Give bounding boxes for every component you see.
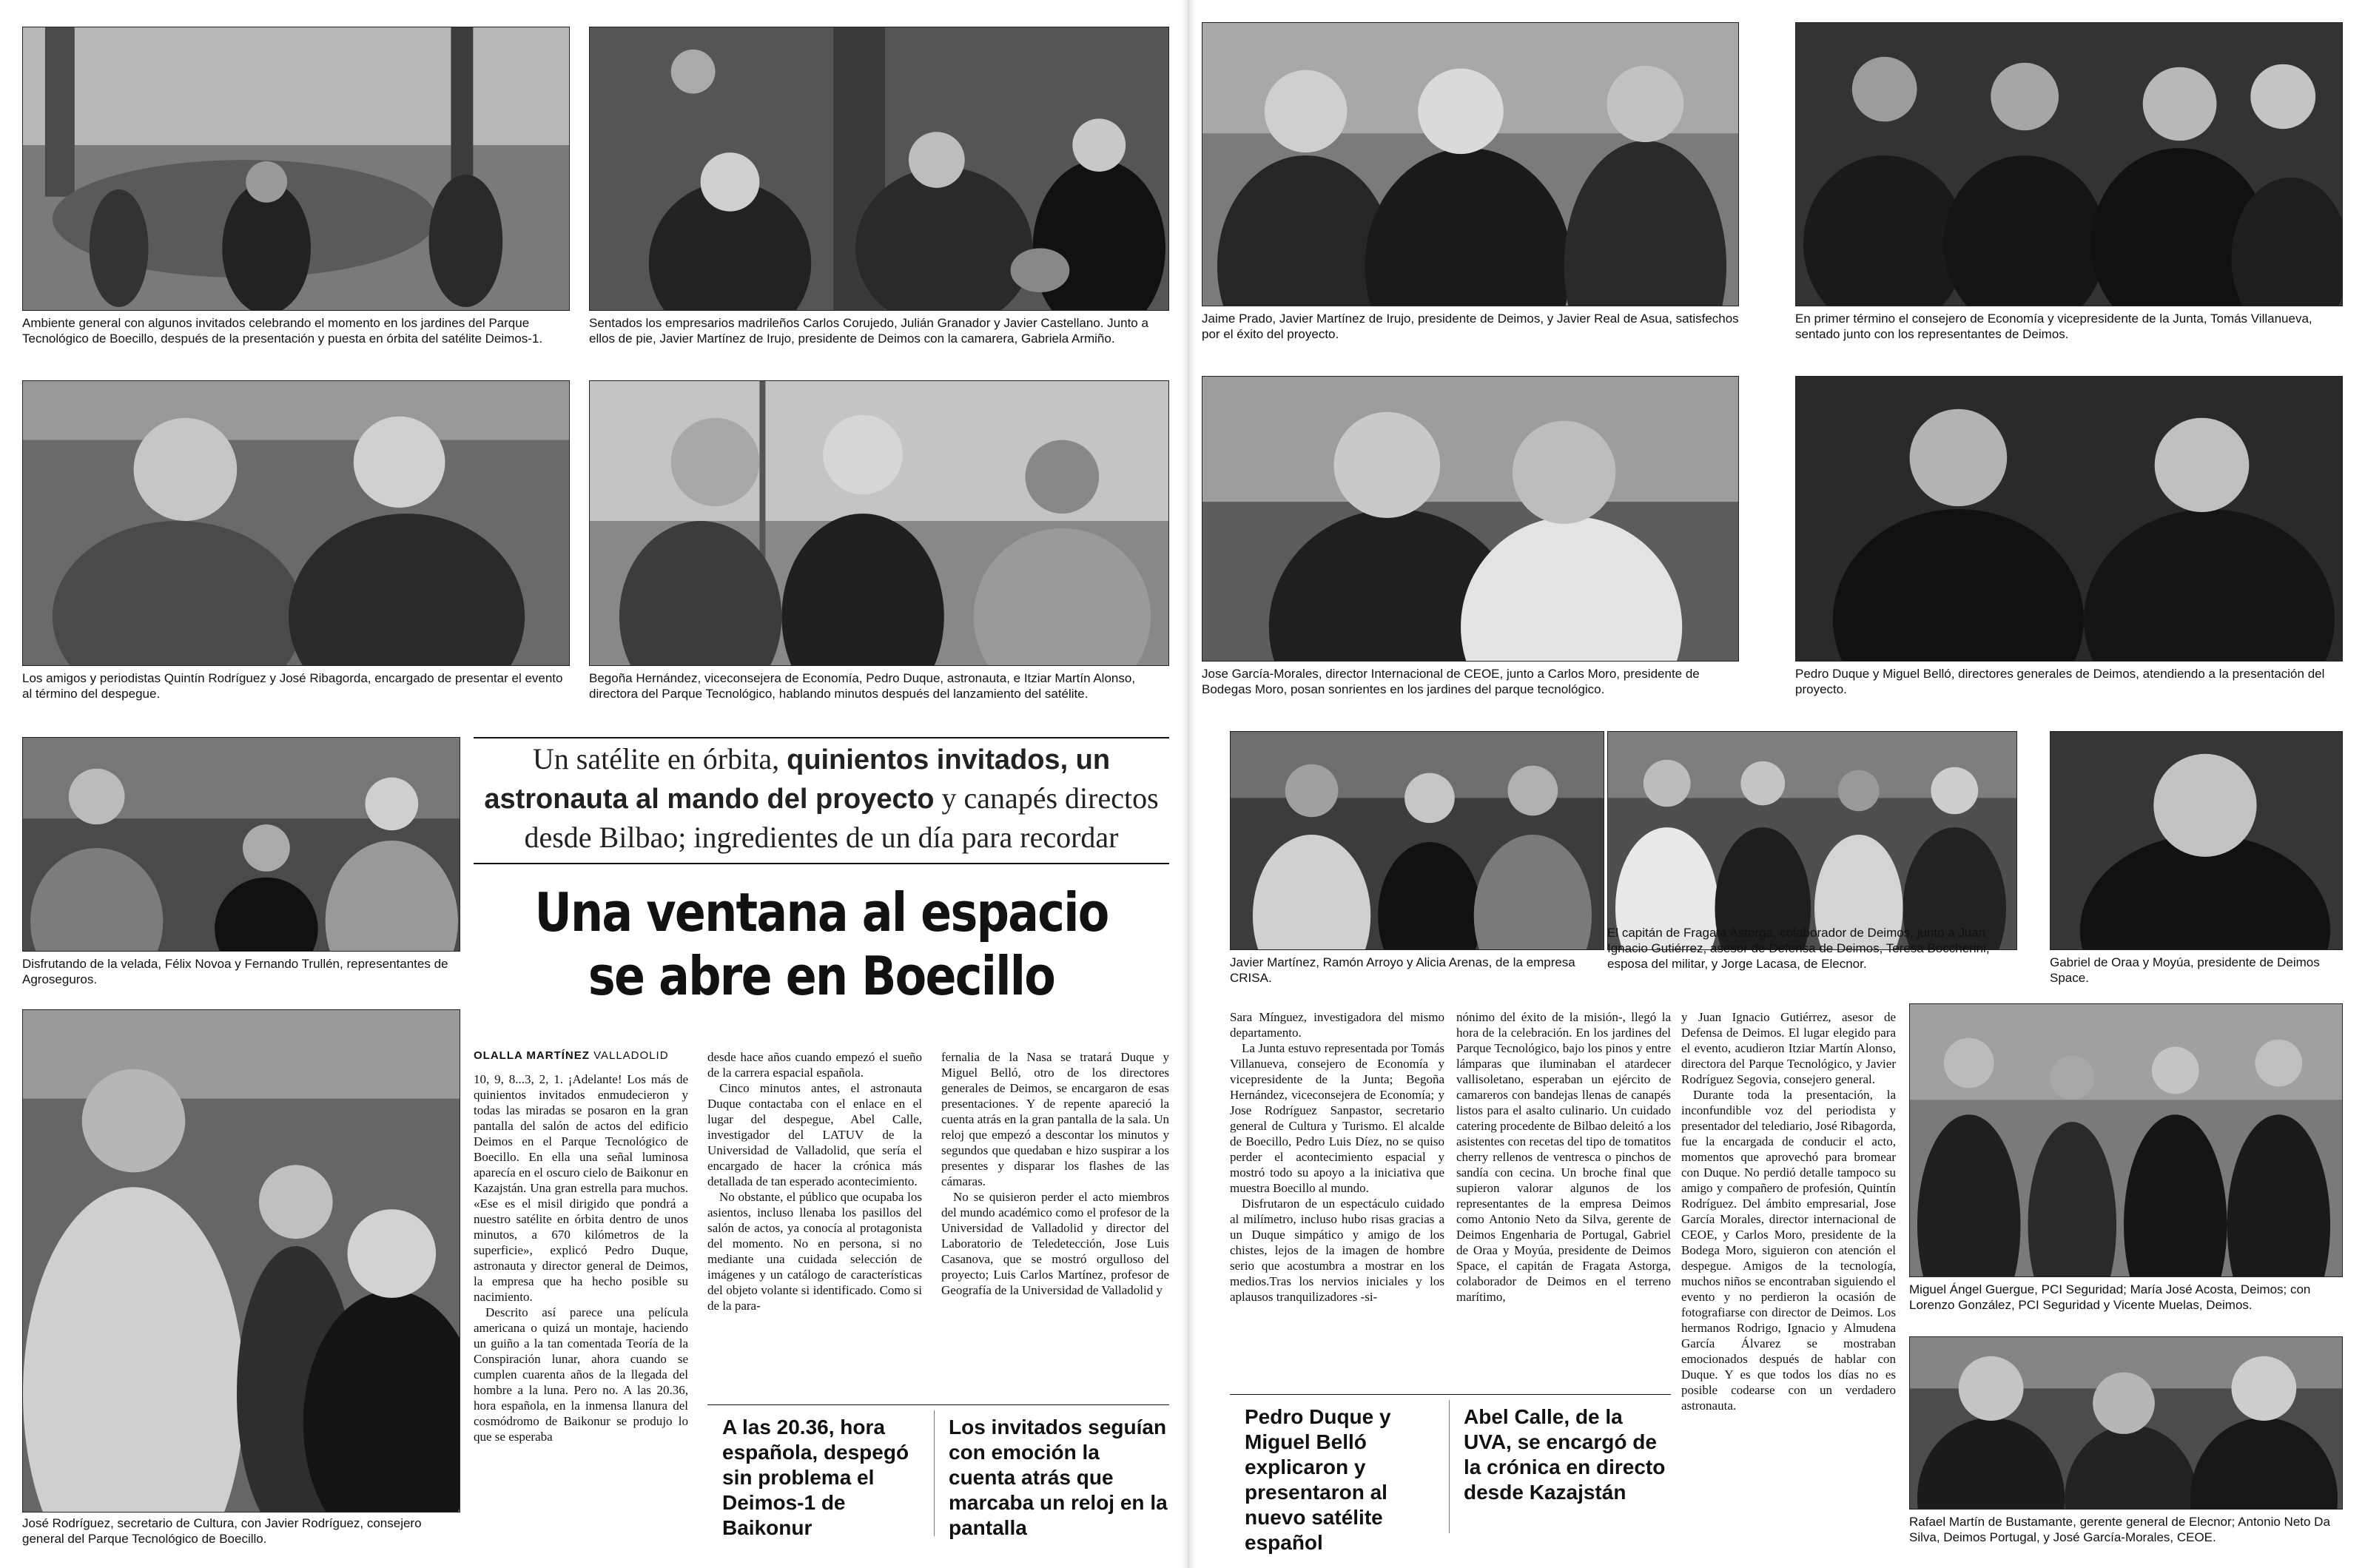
photo-duque-bello xyxy=(1795,376,2343,662)
paragraph: La Junta estuvo representada por Tomás Villanueva, consejero de Economía y vicepresidente de la Junta; Begoña Hernández, viceconsejera de Economía; y Jose Rodríguez Sanpastor, secretario general de Cultura y Turismo. El alcalde de Boecillo, Pedro Luis Díez, no se quiso perder el acontecimiento espacial y mostró todo su apoyo a la iniciativa que muestra Boecillo al mundo. xyxy=(1230,1041,1444,1195)
caption-bustamante-neto-garcia: Rafael Martín de Bustamante, gerente general de Elecnor; Antonio Neto Da Silva, Deimos Portugal, y José García-Morales, CEOE. xyxy=(1909,1515,2330,1544)
photo-hernandez-duque-martin xyxy=(589,380,1169,666)
article-column-6 xyxy=(1681,1009,1896,1413)
paragraph: Descrito así parece una película americana o quizá un montaje, haciendo un guiño a la tan comentada Teoría de la Conspiración lunar, ahora cuando se cumplen cuarenta años de la llegada del hombre a la luna. Pero no. A las 20.36, hora española, en la inmensa llanura del cosmódromo de Baikonur se produjo lo que se esperaba xyxy=(474,1305,688,1444)
subhead-bold: astronauta al mando del proyecto xyxy=(484,784,935,815)
paragraph: desde hace años cuando empezó el sueño de la carrera espacial española. xyxy=(707,1050,922,1080)
pullquote-divider xyxy=(934,1410,935,1536)
headline xyxy=(522,881,1120,1008)
pullquote-1: A las 20.36, hora española, despegó sin problema el Deimos-1 de Baikonur xyxy=(722,1416,909,1539)
paragraph: nónimo del éxito de la misión-, llegó la hora de la celebración. En los jardines del Parque Tecnológico, bajo los pinos y entre lámparas que iluminaban el atardecer vallisoletano, esperaban un ejército de camareros con bandejas llenas de canapés listos para el asalto culinario. Un cuidado catering procedente de Bilbao deleitó a los asistentes con recetas del tipo de tomatitos cherry rellenos de ventresca o pinchos de sandía con cecina. Un broche final que supieron valorar algunos de los representantes de la empresa Deimos como Antonio Neto da Silva, gerente de Deimos Engenharia de Portugal, Gabriel de Oraa y Moyúa, presidente de Deimos Space, el capitán de Fragata Astorga, colaborador de Deimos en el terreno marítimo, xyxy=(1456,1010,1671,1304)
pullquote-divider-right xyxy=(1449,1400,1450,1533)
subhead-part: Un satélite en órbita, xyxy=(532,742,787,775)
caption-hernandez-duque-martin: Begoña Hernández, viceconsejera de Economía, Pedro Duque, astronauta, e Itziar Martín Alonso, directora del Parque Tecnológico, hablando minutos después del lanzamiento del satélite. xyxy=(589,671,1136,701)
byline-place: VALLADOLID xyxy=(593,1049,669,1062)
paragraph: fernalia de la Nasa se tratará Duque y Miguel Belló, otro de los directores generales de Deimos, se encargaron de esas presentaciones. Y de repente apareció la cuenta atrás en la gran pantalla de la sala. Un reloj que empezó a descontar los minutos y segundos que quedaban e hizo suspirar a los presentes y disparar los flashes de las cámaras. xyxy=(941,1050,1169,1188)
caption-crisa: Javier Martínez, Ramón Arroyo y Alicia Arenas, de la empresa CRISA. xyxy=(1230,955,1575,985)
caption-garden-crowd: Ambiente general con algunos invitados celebrando el momento en los jardines del Parque Tecnológico de Boecillo, después de la presentación y puesta en órbita del satélite Deimos-1. xyxy=(22,316,543,346)
photo-oraa xyxy=(2050,731,2343,950)
page-gutter xyxy=(1181,0,1196,1568)
photo-prado-irujo-real xyxy=(1202,22,1739,306)
paragraph: No obstante, el público que ocupaba los asientos, incluso llenaba los pasillos del salón de actos, ya conocía al protagonista del momento. No en persona, si no mediante una cuidada selección de imágenes y un catálogo de características del objeto volante si identificado. Como si de la para- xyxy=(707,1190,922,1313)
subhead-bold: quinientos invitados, un xyxy=(787,744,1111,775)
photo-crisa xyxy=(1230,731,1604,950)
caption-rodriguez-ribagorda: Los amigos y periodistas Quintín Rodríguez y José Ribagorda, encargado de presentar el evento al término del despegue. xyxy=(22,671,563,701)
photo-garden-crowd xyxy=(22,27,570,311)
headline-line-2: se abre en Boecillo xyxy=(588,945,1055,1007)
pullquote-rule-right xyxy=(1230,1394,1671,1395)
byline xyxy=(474,1049,669,1062)
photo-villanueva-seated xyxy=(1795,22,2343,306)
photo-agroseguros xyxy=(22,737,460,952)
caption-duque-bello: Pedro Duque y Miguel Belló, directores generales de Deimos, atendiendo a la presentación del proyecto. xyxy=(1795,667,2325,696)
paragraph: y Juan Ignacio Gutiérrez, asesor de Defensa de Deimos. El lugar elegido para el evento, acudieron Itziar Martín Alonso, directora del Parque Tecnológico, y Javier Rodríguez Segovia, consejero general. xyxy=(1681,1010,1896,1086)
photo-bustamante-neto-garcia xyxy=(1909,1336,2343,1510)
article-column-3 xyxy=(941,1049,1169,1298)
paragraph: Durante toda la presentación, la inconfundible voz del periodista y presentador del telediario, José Ribagorda, fue la encargada de conducir el acto, momentos que aprovechó para bromear con Duque. No perdió detalle tampoco su amigo y compañero de profesión, Quintín Rodríguez. Del ámbito empresarial, Jose García Morales, director internacional de CEOE, y Carlos Moro, presidente de la Bodega Moro, siguieron con atención el despegue. Amigos de la tecnología, muchos niños se encontraban siguiendo el evento y no perdieron la ocasión de fotografiarse con director de Deimos. Los hermanos Rodrigo, Ignacio y Almudena García Álvarez se mostraban emocionados después de hablar con Duque. Y es que todos los días no es posible codearse con un verdadero astronauta. xyxy=(1681,1088,1896,1413)
article-column-1 xyxy=(474,1071,688,1444)
caption-rodriguez-cultura: José Rodríguez, secretario de Cultura, con Javier Rodríguez, consejero general del Parque Tecnológico de Boecillo. xyxy=(22,1516,422,1546)
caption-garcia-morales-moro: Jose García-Morales, director Internacional de CEOE, junto a Carlos Moro, presidente de Bodegas Moro, posan sonrientes en los jardines del parque tecnológico. xyxy=(1202,667,1700,696)
article-column-2 xyxy=(707,1049,922,1313)
article-column-4 xyxy=(1230,1009,1444,1305)
headline-line-1: Una ventana al espacio xyxy=(534,881,1109,943)
photo-astorga-group xyxy=(1607,731,2017,950)
caption-oraa: Gabriel de Oraa y Moyúa, presidente de Deimos Space. xyxy=(2050,955,2320,985)
photo-rodriguez-cultura xyxy=(22,1009,460,1513)
pullquote-4: Abel Calle, de la UVA, se encargó de la crónica en directo desde Kazajstán xyxy=(1464,1405,1666,1504)
caption-astorga-group: El capitán de Fragata Astorga, colaborador de Deimos, junto a Juan Ignacio Gutiérrez, asesor de Defensa de Deimos, Teresa Boccherini, esposa del militar, y Jorge Lacasa, de Elecnor. xyxy=(1607,926,1990,971)
subhead-bottom-rule xyxy=(474,863,1169,864)
caption-agroseguros: Disfrutando de la velada, Félix Novoa y Fernando Trullén, representantes de Agroseguros. xyxy=(22,957,448,986)
article-column-5 xyxy=(1456,1009,1671,1305)
photo-rodriguez-ribagorda xyxy=(22,380,570,666)
caption-pci-seguridad: Miguel Ángel Guergue, PCI Seguridad; María José Acosta, Deimos; con Lorenzo González, PCI Seguridad y Vicente Muelas, Deimos. xyxy=(1909,1282,2311,1312)
caption-seated-businessmen: Sentados los empresarios madrileños Carlos Corujedo, Julián Granador y Javier Castellano. Junto a ellos de pie, Javier Martínez de Irujo, presidente de Deimos con la camarera, Gabriela Armiño. xyxy=(589,316,1148,346)
paragraph: Disfrutaron de un espectáculo cuidado al milímetro, incluso hubo risas gracias a un Duque simpático y amigo de los chistes, lejos de la imagen de hombre serio que acostumbra a mostrar en los medios.Tras los nervios iniciales y los aplausos tranquilizadores -si- xyxy=(1230,1197,1444,1304)
subhead-part: y canapés directos xyxy=(934,781,1159,815)
paragraph: No se quisieron perder el acto miembros del mundo académico como el profesor de la Universidad de Valladolid y director del Laboratorio de Teledetección, Jose Luis Casanova, que se mostró orgulloso del proyecto; Luis Carlos Martínez, profesor de Geografía de la Universidad de Valladolid y xyxy=(941,1190,1169,1297)
subhead xyxy=(474,740,1169,857)
pullquote-rule xyxy=(707,1404,1169,1405)
subhead-part: desde Bilbao; ingredientes de un día para recordar xyxy=(524,821,1119,854)
caption-villanueva-seated: En primer término el consejero de Economía y vicepresidente de la Junta, Tomás Villanueva, sentado junto con los representantes de Deimos. xyxy=(1795,312,2312,341)
pullquote-3: Pedro Duque y Miguel Belló explicaron y presentaron al nuevo satélite español xyxy=(1245,1405,1391,1554)
photo-pci-seguridad xyxy=(1909,1003,2343,1277)
caption-prado-irujo-real: Jaime Prado, Javier Martínez de Irujo, presidente de Deimos, y Javier Real de Asua, satisfechos por el éxito del proyecto. xyxy=(1202,312,1739,341)
subhead-top-rule xyxy=(474,737,1169,738)
paragraph: 10, 9, 8...3, 2, 1. ¡Adelante! Los más de quinientos invitados enmudecieron y todas las miradas se posaron en la gran pantalla del salón de actos del edificio Deimos en el Parque Tecnológico de Boecillo. En ella una señal luminosa aparecía en el oscuro cielo de Baikonur en Kazajstán. Una gran estrella para muchos. «Ese es el misil dirigido que pondrá a nuestro satélite en órbita dentro de unos minutos, a 670 kilómetros de la superficie», explicó Pedro Duque, astronauta y director general de Deimos, la empresa que ha hecho posible su nacimiento. xyxy=(474,1072,688,1304)
photo-seated-businessmen xyxy=(589,27,1169,311)
byline-author: OLALLA MARTÍNEZ xyxy=(474,1049,590,1062)
photo-garcia-morales-moro xyxy=(1202,376,1739,662)
pullquote-2: Los invitados seguían con emoción la cuenta atrás que marcaba un reloj en la pantalla xyxy=(949,1416,1168,1539)
paragraph: Sara Mínguez, investigadora del mismo departamento. xyxy=(1230,1010,1444,1040)
paragraph: Cinco minutos antes, el astronauta Duque contactaba con el enlace en el lugar del despegue, Abel Calle, investigador del LATUV de la Universidad de Valladolid, que sería el encargado de hacer la crónica más detallada de tan esperado acontecimiento. xyxy=(707,1081,922,1188)
